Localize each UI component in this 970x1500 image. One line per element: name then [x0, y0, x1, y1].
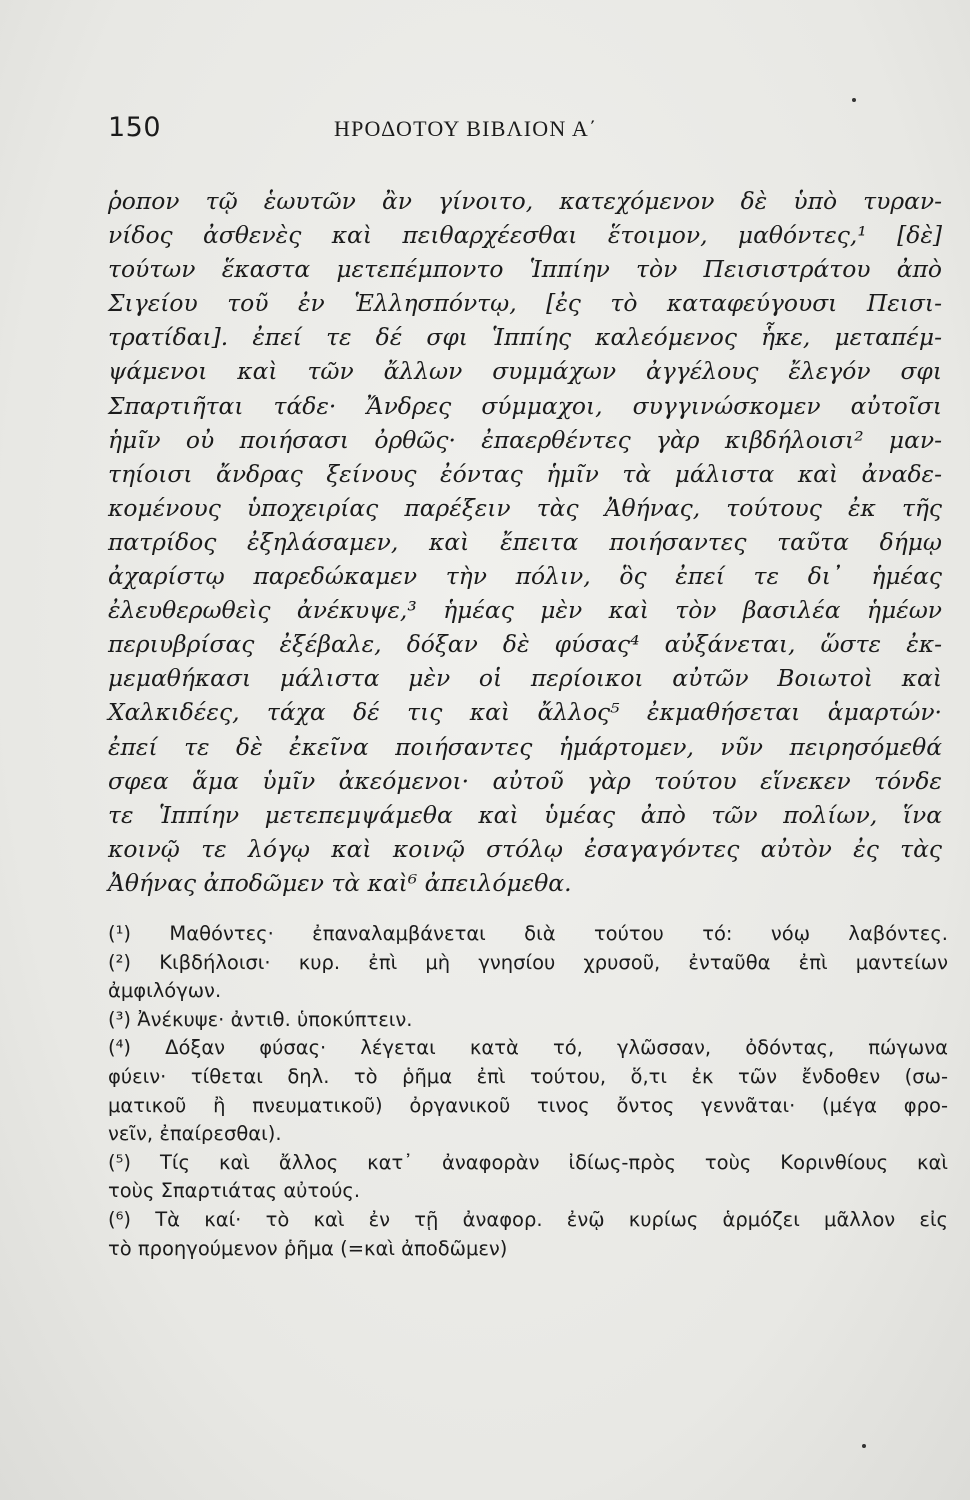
- text-line: κοινῷ τε λόγῳ καὶ κοινῷ στόλῳ ἐσαγαγόντες αὐτὸν ἐς τὰς: [108, 834, 942, 863]
- footnote-line: νεῖν, ἐπαίρεσθαι).: [108, 1122, 282, 1146]
- text-line: πατρίδος ἐξηλάσαμεν, καὶ ἔπειτα ποιήσαντες ταῦτα δήμῳ: [108, 527, 942, 556]
- footnote-line: (³) Ἀνέκυψε· ἀντιθ. ὑποκύπτειν.: [108, 1007, 413, 1031]
- text-line: ἐπεί τε δὲ ἐκεῖνα ποιήσαντες ἡμάρτομεν, νῦν πειρησόμεθά: [108, 732, 942, 761]
- ink-speck: [862, 1444, 866, 1448]
- footnote-line: (¹) Μαθόντες· ἐπαναλαμβάνεται διὰ τούτου τό: νόῳ λαβόντες.: [108, 922, 948, 945]
- footnote-line: ματικοῦ ἢ πνευματικοῦ) ὀργανικοῦ τινος ὄντος γεννᾶται· (μέγα φρο-: [108, 1093, 948, 1117]
- running-head: [108, 112, 938, 152]
- text-line: ἐλευθερωθεὶς ἀνέκυψε,³ ἡμέας μὲν καὶ τὸν βασιλέα ἡμέων: [108, 596, 942, 625]
- text-line: τρατίδαι]. ἐπεί τε δέ σφι Ἱππίης καλεόμενος ἧκε, μεταπέμ-: [108, 323, 942, 352]
- footnotes: [108, 920, 948, 1263]
- page-number: 150: [108, 112, 162, 143]
- main-text: [108, 184, 942, 900]
- footnote-line: (⁶) Τὰ καί· τὸ καὶ ἐν τῇ ἀναφορ. ἐνῷ κυρίως ἁρμόζει μᾶλλον εἰς: [108, 1207, 948, 1231]
- text-line: τε Ἱππίην μετεπεμψάμεθα καὶ ὑμέας ἀπὸ τῶν πολίων, ἵνα: [108, 800, 942, 829]
- footnote-line: φύειν· τίθεται δηλ. τὸ ῥῆμα ἐπὶ τούτου, ὅ,τι ἐκ τῶν ἔνδοθεν (σω-: [108, 1064, 948, 1088]
- text-line: Σπαρτιῆται τάδε· Ἄνδρες σύμμαχοι, συγγινώσκομεν αὐτοῖσι: [108, 391, 942, 420]
- text-line: τηίοισι ἄνδρας ξείνους ἐόντας ἡμῖν τὰ μάλιστα καὶ ἀναδε-: [108, 459, 942, 488]
- text-line: ῥοπον τῷ ἑωυτῶν ἂν γίνοιτο, κατεχόμενον δὲ ὑπὸ τυραν-: [108, 187, 942, 215]
- text-line: ἡμῖν οὐ ποιήσασι ὀρθῶς· ἐπαερθέντες γὰρ κιβδήλοισι² μαν-: [108, 425, 942, 454]
- text-line: περιυβρίσας ἐξέβαλε, δόξαν δὲ φύσας⁴ αὐξάνεται, ὥστε ἐκ-: [108, 630, 942, 659]
- text-line: Χαλκιδέες, τάχα δέ τις καὶ ἄλλος⁵ ἐκμαθήσεται ἁμαρτών·: [108, 698, 942, 727]
- footnote-line: ἀμφιλόγων.: [108, 979, 222, 1003]
- text-line: νίδος ἀσθενὲς καὶ πειθαρχέεσθαι ἕτοιμον, μαθόντες,¹ [δὲ]: [108, 221, 942, 250]
- text-line: σφεα ἅμα ὑμῖν ἀκεόμενοι· αὐτοῦ γὰρ τούτου εἵνεκεν τόνδε: [108, 766, 942, 795]
- footnote-line: (²) Κιβδήλοισι· κυρ. ἐπὶ μὴ γνησίου χρυσοῦ, ἐνταῦθα ἐπὶ μαντείων: [108, 950, 948, 974]
- text-line: Σιγείου τοῦ ἐν Ἑλλησπόντῳ, [ἐς τὸ καταφεύγουσι Πεισι-: [108, 289, 942, 318]
- footnote-line: (⁵) Τίς καὶ ἄλλος κατ᾽ ἀναφορὰν ἰδίως-πρὸς τοὺς Κορινθίους καὶ: [108, 1150, 948, 1174]
- text-line: τούτων ἕκαστα μετεπέμποντο Ἱππίην τὸν Πεισιστράτου ἀπὸ: [108, 255, 942, 284]
- text-line: ψάμενοι καὶ τῶν ἄλλων συμμάχων ἀγγέλους ἔλεγόν σφι: [108, 357, 942, 386]
- ink-speck: [852, 98, 856, 102]
- text-line: κομένους ὑποχειρίας παρέξειν τὰς Ἀθήνας, τούτους ἐκ τῆς: [108, 493, 942, 522]
- footnote-line: (⁴) Δόξαν φύσας· λέγεται κατὰ τό, γλῶσσαν, ὀδόντας, πώγωνα: [108, 1036, 948, 1060]
- text-line: ἀχαρίστῳ παρεδώκαμεν τὴν πόλιν, ὃς ἐπεί τε δι᾽ ἡμέας: [108, 562, 942, 591]
- book-title: ΗΡΟΔΟΤΟΥ ΒΙΒΛΙΟΝ Α΄: [334, 116, 598, 141]
- text-line: μεμαθήκασι μάλιστα μὲν οἱ περίοικοι αὐτῶν Βοιωτοὶ καὶ: [108, 664, 942, 693]
- footnote-line: τοὺς Σπαρτιάτας αὐτούς.: [108, 1179, 361, 1203]
- footnote-line: τὸ προηγούμενον ῥῆμα (=καὶ ἀποδῶμεν): [108, 1236, 508, 1260]
- text-line: Ἀθήνας ἀποδῶμεν τὰ καὶ⁶ ἀπειλόμεθα.: [108, 868, 572, 897]
